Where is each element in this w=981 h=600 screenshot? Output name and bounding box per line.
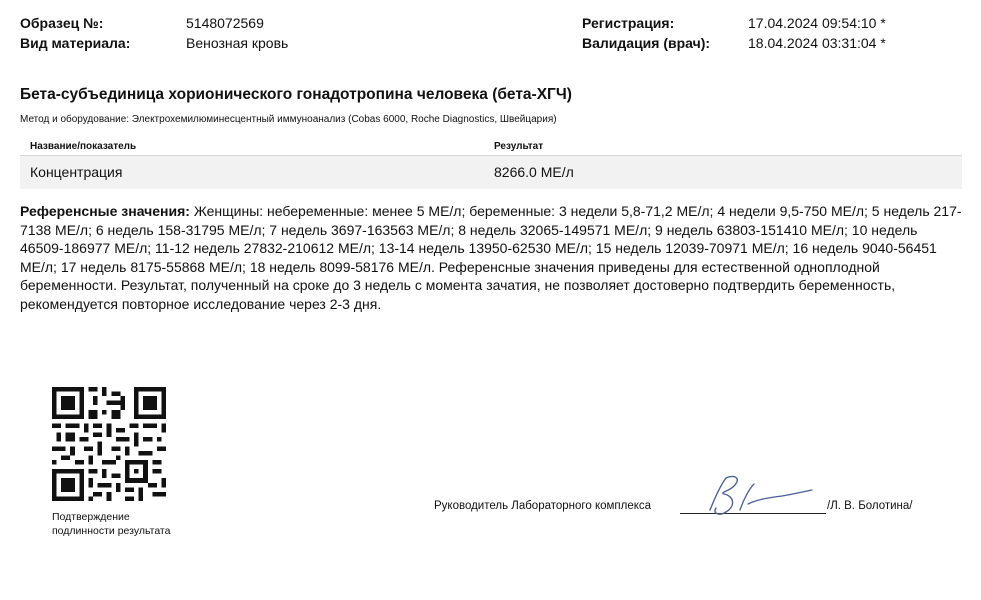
table-header [20, 139, 962, 156]
sample-number-label: Образец №: [20, 15, 104, 31]
registration-label: Регистрация: [582, 15, 675, 31]
signature-label: Руководитель Лабораторного комплекса [434, 500, 652, 512]
validation-value: 18.04.2024 03:31:04 * [748, 35, 886, 51]
table-row [20, 156, 962, 189]
validation-label: Валидация (врач): [582, 35, 711, 51]
column-header-name: Название/показатель [30, 141, 137, 152]
row-name: Концентрация [30, 164, 123, 180]
reference-text: Женщины: небеременные: менее 5 МЕ/л; беременные: 3 недели 5,8-71,2 МЕ/л; 4 недели 9,5-750 МЕ/л; 5 недель 217-7138 МЕ/л; 6 недель 158-31795 МЕ/л; 7 недель 3697-163563 МЕ/л; 8 недель 32065-149571 МЕ/л; 9 недель 63803-151410 МЕ/л; 10 недель 46509-186977 МЕ/л; 11-12 недель 27832-210612 МЕ/л; 13-14 недель 13950-62530 МЕ/л; 15 недель 12039-70971 МЕ/л; 16 недель 9040-56451 МЕ/л; 17 недель 8175-55868 МЕ/л; 18 недель 8099-58176 МЕ/л. Референсные значения приведены для естественной одноплодной беременности. Результат, полученный на сроке до 3 недель с момента зачатия, не позволяет достоверно подтвердить беременность, рекомендуется повторное исследование через 2-3 дня. [20, 203, 962, 312]
column-header-result: Результат [494, 141, 544, 152]
sample-number-value: 5148072569 [186, 15, 264, 31]
qr-caption-line-1: Подтверждение [52, 511, 130, 523]
signature-icon [690, 470, 820, 520]
registration-value: 17.04.2024 09:54:10 * [748, 15, 886, 31]
results-table [20, 139, 962, 189]
qr-caption-line-2: подлинности результата [52, 525, 171, 537]
material-type-value: Венозная кровь [186, 35, 289, 51]
qr-code-icon [52, 387, 166, 501]
test-title: Бета-субъединица хорионического гонадотропина человека (бета-ХГЧ) [20, 86, 572, 103]
sample-header [20, 14, 961, 54]
signer-name: /Л. В. Болотина/ [827, 500, 913, 512]
reference-values [20, 202, 962, 313]
material-type-label: Вид материала: [20, 35, 131, 51]
row-result: 8266.0 МЕ/л [494, 164, 574, 180]
reference-label: Референсные значения: [20, 203, 190, 219]
qr-caption [52, 510, 170, 538]
method-line: Метод и оборудование: Электрохемилюминесцентный иммуноанализ (Cobas 6000, Roche Diagnostics, Швейцария) [20, 114, 557, 125]
